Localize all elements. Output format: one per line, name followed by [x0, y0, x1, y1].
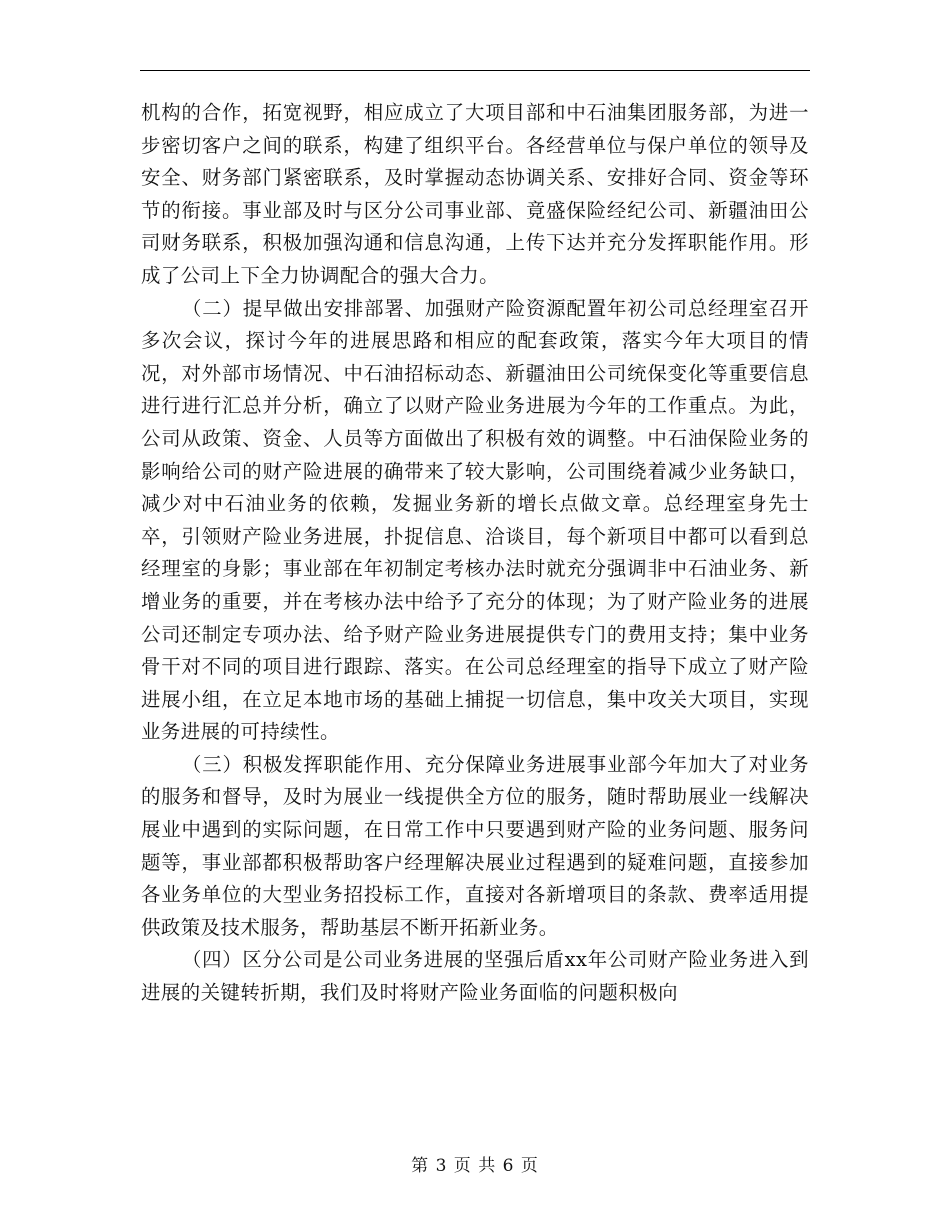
body-paragraph-3: （三）积极发挥职能作用、充分保障业务进展事业部今年加大了对业务的服务和督导，及时为展业一线提供全方位的服务，随时帮助展业一线解决展业中遇到的实际问题，在日常工作中只要遇到财产险的业务问题、服务问题等，事业部都积极帮助客户经理解决展业过程遇到的疑难问题，直接参加各业务单位的大型业务招投标工作，直接对各新增项目的条款、费率适用提供政策及技术服务，帮助基层不断开拓新业务。: [141, 752, 809, 939]
body-paragraph-4: （四）区分公司是公司业务进展的坚强后盾xx年公司财产险业务进入到进展的关键转折期，我们及时将财产险业务面临的问题积极向: [141, 948, 809, 1005]
document-body: [141, 97, 809, 1010]
body-paragraph-1: 机构的合作，拓宽视野，相应成立了大项目部和中石油集团服务部，为进一步密切客户之间的联系，构建了组织平台。各经营单位与保户单位的领导及安全、财务部门紧密联系，及时掌握动态协调关系、安排好合同、资金等环节的衔接。事业部及时与区分公司事业部、竟盛保险经纪公司、新疆油田公司财务联系，积极加强沟通和信息沟通，上传下达并充分发挥职能作用。形成了公司上下全力协调配合的强大合力。: [141, 101, 809, 287]
page-number-footer: 第 3 页 共 6 页: [411, 1156, 539, 1176]
body-paragraph-2: （二）提早做出安排部署、加强财产险资源配置年初公司总经理室召开多次会议，探讨今年的进展思路和相应的配套政策，落实今年大项目的情况，对外部市场情况、中石油招标动态、新疆油田公司统保变化等重要信息进行进行汇总并分析，确立了以财产险业务进展为今年的工作重点。为此，公司从政策、资金、人员等方面做出了积极有效的调整。中石油保险业务的影响给公司的财产险进展的确带来了较大影响，公司围绕着减少业务缺口，减少对中石油业务的依赖，发掘业务新的增长点做文章。总经理室身先士卒，引领财产险业务进展，扑捉信息、洽谈目，每个新项目中都可以看到总经理室的身影；事业部在年初制定考核办法时就充分强调非中石油业务、新增业务的重要，并在考核办法中给予了充分的体现；为了财产险业务的进展公司还制定专项办法、给予财产险业务进展提供专门的费用支持；集中业务骨干对不同的项目进行跟踪、落实。在公司总经理室的指导下成立了财产险进展小组，在立足本地市场的基础上捕捉一切信息，集中攻关大项目，实现业务进展的可持续性。: [141, 296, 809, 744]
header-rule: [140, 70, 810, 71]
